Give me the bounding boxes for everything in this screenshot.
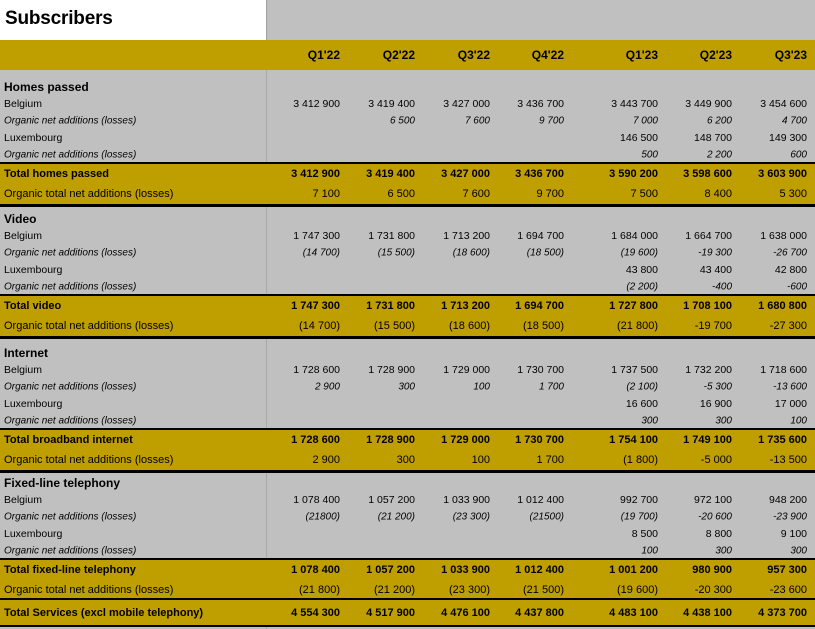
value-cell[interactable]: 4 700 <box>781 115 807 126</box>
value-cell[interactable]: 16 900 <box>699 397 732 410</box>
value-cell[interactable]: (23 300) <box>449 583 490 596</box>
section-heading <box>0 78 815 96</box>
value-cell[interactable]: 2 900 <box>314 381 340 392</box>
value-cell[interactable]: 100 <box>790 415 807 426</box>
value-cell[interactable]: 1 078 400 <box>291 563 340 576</box>
value-cell[interactable]: (21 800) <box>299 583 340 596</box>
value-cell[interactable]: (23 300) <box>452 511 490 522</box>
value-cell[interactable]: 1 718 600 <box>760 363 807 376</box>
value-cell[interactable]: 146 500 <box>620 131 658 144</box>
value-cell[interactable]: 7 000 <box>632 115 658 126</box>
organic-row-label[interactable]: Organic net additions (losses) <box>4 247 137 258</box>
organic-row <box>0 146 815 163</box>
value-cell[interactable]: 42 800 <box>774 263 807 276</box>
value-cell[interactable]: 1 694 700 <box>517 229 564 242</box>
organic-total-row-label[interactable]: Organic total net additions (losses) <box>4 187 174 200</box>
value-cell[interactable]: 1 747 300 <box>291 299 340 312</box>
value-cell[interactable]: 1 728 600 <box>293 363 340 376</box>
country-row-label[interactable]: Belgium <box>4 493 42 506</box>
value-cell[interactable]: 1 001 200 <box>609 563 658 576</box>
grand-total-row-label[interactable]: Total Services (excl mobile telephony) <box>4 606 204 619</box>
value-cell[interactable]: 300 <box>641 415 658 426</box>
value-cell[interactable]: 4 476 100 <box>441 606 490 619</box>
value-cell[interactable]: -5 000 <box>700 453 732 466</box>
total-row <box>0 296 815 315</box>
organic-row <box>0 508 815 525</box>
value-cell[interactable]: 300 <box>396 453 415 466</box>
value-cell[interactable]: 17 000 <box>774 397 807 410</box>
total-row-label[interactable]: Total broadband internet <box>4 433 133 446</box>
value-cell[interactable]: (18 500) <box>523 319 564 332</box>
section-bottom-rule <box>0 470 815 473</box>
value-cell[interactable]: 1 012 400 <box>515 563 564 576</box>
organic-total-row-label[interactable]: Organic total net additions (losses) <box>4 319 174 332</box>
value-cell[interactable]: 4 373 700 <box>758 606 807 619</box>
value-cell[interactable]: 300 <box>715 415 732 426</box>
value-cell[interactable]: 2 900 <box>312 453 340 466</box>
organic-row-label[interactable]: Organic net additions (losses) <box>4 511 137 522</box>
value-cell[interactable]: 8 800 <box>705 527 732 540</box>
total-row <box>0 560 815 579</box>
value-cell[interactable]: 1 078 400 <box>293 493 340 506</box>
total-row <box>0 430 815 449</box>
organic-row <box>0 378 815 395</box>
organic-total-row <box>0 449 815 470</box>
value-cell[interactable]: -23 900 <box>773 511 807 522</box>
value-cell[interactable]: -400 <box>711 281 732 292</box>
value-cell[interactable]: 300 <box>398 381 415 392</box>
value-cell[interactable]: 8 500 <box>631 527 658 540</box>
value-cell[interactable]: Q3'22 <box>457 48 490 62</box>
value-cell[interactable]: 300 <box>790 545 807 556</box>
value-cell[interactable]: 4 554 300 <box>291 606 340 619</box>
value-cell[interactable]: 992 700 <box>620 493 658 506</box>
value-cell[interactable]: -13 500 <box>769 453 807 466</box>
value-cell[interactable]: (19 600) <box>617 583 658 596</box>
value-cell[interactable]: 1 684 000 <box>611 229 658 242</box>
value-cell[interactable]: -27 300 <box>769 319 807 332</box>
organic-total-row <box>0 183 815 204</box>
value-cell[interactable]: 500 <box>641 149 658 160</box>
value-cell[interactable]: 2 200 <box>706 149 732 160</box>
country-row-label[interactable]: Belgium <box>4 97 42 110</box>
value-cell[interactable]: (14 700) <box>299 319 340 332</box>
value-cell[interactable]: 1 728 900 <box>368 363 415 376</box>
value-cell[interactable]: 9 700 <box>538 115 564 126</box>
value-cell[interactable]: (18 600) <box>449 319 490 332</box>
value-cell[interactable]: 5 300 <box>779 187 807 200</box>
value-cell[interactable]: 6 500 <box>387 187 415 200</box>
organic-total-row <box>0 315 815 336</box>
value-cell[interactable]: (21 500) <box>523 583 564 596</box>
value-cell[interactable]: 1 638 000 <box>760 229 807 242</box>
value-cell[interactable]: 1 033 900 <box>443 493 490 506</box>
value-cell[interactable]: 3 449 900 <box>685 97 732 110</box>
value-cell[interactable]: 1 735 600 <box>758 433 807 446</box>
value-cell[interactable]: 1 730 700 <box>515 433 564 446</box>
value-cell[interactable]: Q2'22 <box>382 48 415 62</box>
country-row <box>0 491 815 508</box>
value-cell[interactable]: Q1'23 <box>625 48 658 62</box>
value-cell[interactable]: 3 419 400 <box>366 167 415 180</box>
country-row <box>0 227 815 244</box>
country-row-label[interactable]: Luxembourg <box>4 527 63 540</box>
country-row-label[interactable]: Belgium <box>4 363 42 376</box>
value-cell[interactable]: 149 300 <box>769 131 807 144</box>
country-row <box>0 95 815 112</box>
organic-row-label[interactable]: Organic net additions (losses) <box>4 381 137 392</box>
value-cell[interactable]: 1 754 100 <box>609 433 658 446</box>
section-bottom-rule <box>0 204 815 207</box>
value-cell[interactable]: 8 400 <box>704 187 732 200</box>
value-cell[interactable]: Q3'23 <box>774 48 807 62</box>
value-cell[interactable]: 4 517 900 <box>366 606 415 619</box>
value-cell[interactable]: Q2'23 <box>699 48 732 62</box>
country-row <box>0 129 815 146</box>
value-cell[interactable]: -20 600 <box>698 511 732 522</box>
value-cell[interactable]: 1 694 700 <box>515 299 564 312</box>
value-cell[interactable]: 1 747 300 <box>293 229 340 242</box>
value-cell[interactable]: 1 680 800 <box>758 299 807 312</box>
organic-row-label[interactable]: Organic net additions (losses) <box>4 545 137 556</box>
organic-row-label[interactable]: Organic net additions (losses) <box>4 415 137 426</box>
total-row-label[interactable]: Total homes passed <box>4 167 109 180</box>
value-cell[interactable]: 3 436 700 <box>517 97 564 110</box>
value-cell[interactable]: (2 200) <box>626 281 658 292</box>
value-cell[interactable]: 100 <box>473 381 490 392</box>
value-cell[interactable]: 148 700 <box>694 131 732 144</box>
value-cell[interactable]: Q1'22 <box>307 48 340 62</box>
organic-row <box>0 244 815 261</box>
value-cell[interactable]: 1 729 000 <box>441 433 490 446</box>
value-cell[interactable]: (21 800) <box>617 319 658 332</box>
organic-row-label[interactable]: Organic net additions (losses) <box>4 149 137 160</box>
organic-total-row <box>0 579 815 600</box>
value-cell[interactable]: 9 100 <box>780 527 807 540</box>
value-cell[interactable]: 1 730 700 <box>517 363 564 376</box>
value-cell[interactable]: 1 713 200 <box>443 229 490 242</box>
grand-total-bottom-rule <box>0 625 815 627</box>
value-cell[interactable]: 1 731 800 <box>366 299 415 312</box>
value-cell[interactable]: (1 800) <box>623 453 658 466</box>
value-cell[interactable]: 1 732 200 <box>685 363 732 376</box>
value-cell[interactable]: 7 600 <box>462 187 490 200</box>
value-cell[interactable]: -5 300 <box>703 381 732 392</box>
section-heading-label[interactable]: Video <box>4 212 37 226</box>
value-cell[interactable]: 43 800 <box>625 263 658 276</box>
total-row <box>0 164 815 183</box>
value-cell[interactable]: 3 590 200 <box>609 167 658 180</box>
organic-row <box>0 278 815 295</box>
value-cell[interactable]: (18 600) <box>452 247 490 258</box>
value-cell[interactable]: 1 728 900 <box>366 433 415 446</box>
value-cell[interactable]: (15 500) <box>374 319 415 332</box>
value-cell[interactable]: 1 664 700 <box>685 229 732 242</box>
value-cell[interactable]: 43 400 <box>699 263 732 276</box>
value-cell[interactable]: 300 <box>715 545 732 556</box>
value-cell[interactable]: 1 057 200 <box>366 563 415 576</box>
section-heading-label[interactable]: Homes passed <box>4 80 89 94</box>
organic-total-row-label[interactable]: Organic total net additions (losses) <box>4 583 174 596</box>
value-cell[interactable]: 3 454 600 <box>760 97 807 110</box>
section-heading <box>0 474 815 492</box>
value-cell[interactable]: 16 600 <box>625 397 658 410</box>
organic-row <box>0 112 815 129</box>
value-cell[interactable]: 1 727 800 <box>609 299 658 312</box>
section-heading-label[interactable]: Fixed-line telephony <box>4 476 121 490</box>
value-cell[interactable]: (19 600) <box>620 247 658 258</box>
value-cell[interactable]: 980 900 <box>692 563 732 576</box>
value-cell[interactable]: (21500) <box>529 511 564 522</box>
value-cell[interactable]: -19 300 <box>698 247 732 258</box>
value-cell[interactable]: 1 033 900 <box>441 563 490 576</box>
value-cell[interactable]: (2 100) <box>626 381 658 392</box>
value-cell[interactable]: (21 200) <box>374 583 415 596</box>
value-cell[interactable]: -23 600 <box>769 583 807 596</box>
organic-row-label[interactable]: Organic net additions (losses) <box>4 115 137 126</box>
value-cell[interactable]: (15 500) <box>377 247 415 258</box>
section-heading-label[interactable]: Internet <box>4 346 49 360</box>
organic-total-row-label[interactable]: Organic total net additions (losses) <box>4 453 174 466</box>
value-cell[interactable]: 3 427 000 <box>441 167 490 180</box>
organic-row-label[interactable]: Organic net additions (losses) <box>4 281 137 292</box>
section-heading <box>0 210 815 228</box>
value-cell[interactable]: -13 600 <box>773 381 807 392</box>
country-row <box>0 261 815 278</box>
value-cell[interactable]: 3 427 000 <box>443 97 490 110</box>
value-cell[interactable]: 1 728 600 <box>291 433 340 446</box>
country-row-label[interactable]: Belgium <box>4 229 42 242</box>
organic-row <box>0 542 815 559</box>
quarter-header-row <box>0 40 815 70</box>
value-cell[interactable]: 3 443 700 <box>611 97 658 110</box>
total-row-label[interactable]: Total fixed-line telephony <box>4 563 136 576</box>
country-row <box>0 525 815 542</box>
value-cell[interactable]: -19 700 <box>694 319 732 332</box>
value-cell[interactable]: (18 500) <box>526 247 564 258</box>
value-cell[interactable]: 100 <box>471 453 490 466</box>
value-cell[interactable]: -26 700 <box>773 247 807 258</box>
value-cell[interactable]: 1 057 200 <box>368 493 415 506</box>
value-cell[interactable]: 100 <box>641 545 658 556</box>
value-cell[interactable]: Q4'22 <box>531 48 564 62</box>
section-bottom-rule <box>0 336 815 339</box>
value-cell[interactable]: 4 483 100 <box>609 606 658 619</box>
section-heading <box>0 344 815 362</box>
value-cell[interactable]: (14 700) <box>302 247 340 258</box>
value-cell[interactable]: 3 436 700 <box>515 167 564 180</box>
value-cell[interactable]: 9 700 <box>536 187 564 200</box>
value-cell[interactable]: 1 708 100 <box>683 299 732 312</box>
value-cell[interactable]: 6 200 <box>706 115 732 126</box>
value-cell[interactable]: 957 300 <box>767 563 807 576</box>
organic-row <box>0 412 815 429</box>
value-cell[interactable]: 4 438 100 <box>683 606 732 619</box>
country-row-label[interactable]: Luxembourg <box>4 397 63 410</box>
value-cell[interactable]: 600 <box>790 149 807 160</box>
value-cell[interactable]: 1 713 200 <box>441 299 490 312</box>
title-cell[interactable] <box>0 0 267 40</box>
value-cell[interactable]: 6 500 <box>389 115 415 126</box>
value-cell[interactable]: 1 700 <box>536 453 564 466</box>
value-cell[interactable]: (19 700) <box>620 511 658 522</box>
country-row <box>0 395 815 412</box>
value-cell[interactable]: 3 419 400 <box>368 97 415 110</box>
country-row-label[interactable]: Luxembourg <box>4 131 63 144</box>
value-cell[interactable]: 3 412 900 <box>291 167 340 180</box>
value-cell[interactable]: -600 <box>786 281 807 292</box>
value-cell[interactable]: 3 412 900 <box>293 97 340 110</box>
value-cell[interactable]: 1 731 800 <box>368 229 415 242</box>
value-cell[interactable]: 948 200 <box>769 493 807 506</box>
value-cell[interactable]: 3 603 900 <box>758 167 807 180</box>
value-cell[interactable]: 1 729 000 <box>443 363 490 376</box>
grand-total-row <box>0 600 815 625</box>
country-row <box>0 361 815 378</box>
value-cell[interactable]: 972 100 <box>694 493 732 506</box>
value-cell[interactable]: 1 737 500 <box>611 363 658 376</box>
value-cell[interactable]: 1 749 100 <box>683 433 732 446</box>
value-cell[interactable]: (21800) <box>305 511 340 522</box>
value-cell[interactable]: 7 500 <box>630 187 658 200</box>
value-cell[interactable]: 4 437 800 <box>515 606 564 619</box>
value-cell[interactable]: 1 012 400 <box>517 493 564 506</box>
sheet-title: Subscribers <box>5 8 113 29</box>
country-row-label[interactable]: Luxembourg <box>4 263 63 276</box>
value-cell[interactable]: 7 600 <box>464 115 490 126</box>
value-cell[interactable]: (21 200) <box>377 511 415 522</box>
value-cell[interactable]: 1 700 <box>538 381 564 392</box>
value-cell[interactable]: -20 300 <box>694 583 732 596</box>
total-row-label[interactable]: Total video <box>4 299 62 312</box>
value-cell[interactable]: 7 100 <box>312 187 340 200</box>
value-cell[interactable]: 3 598 600 <box>683 167 732 180</box>
